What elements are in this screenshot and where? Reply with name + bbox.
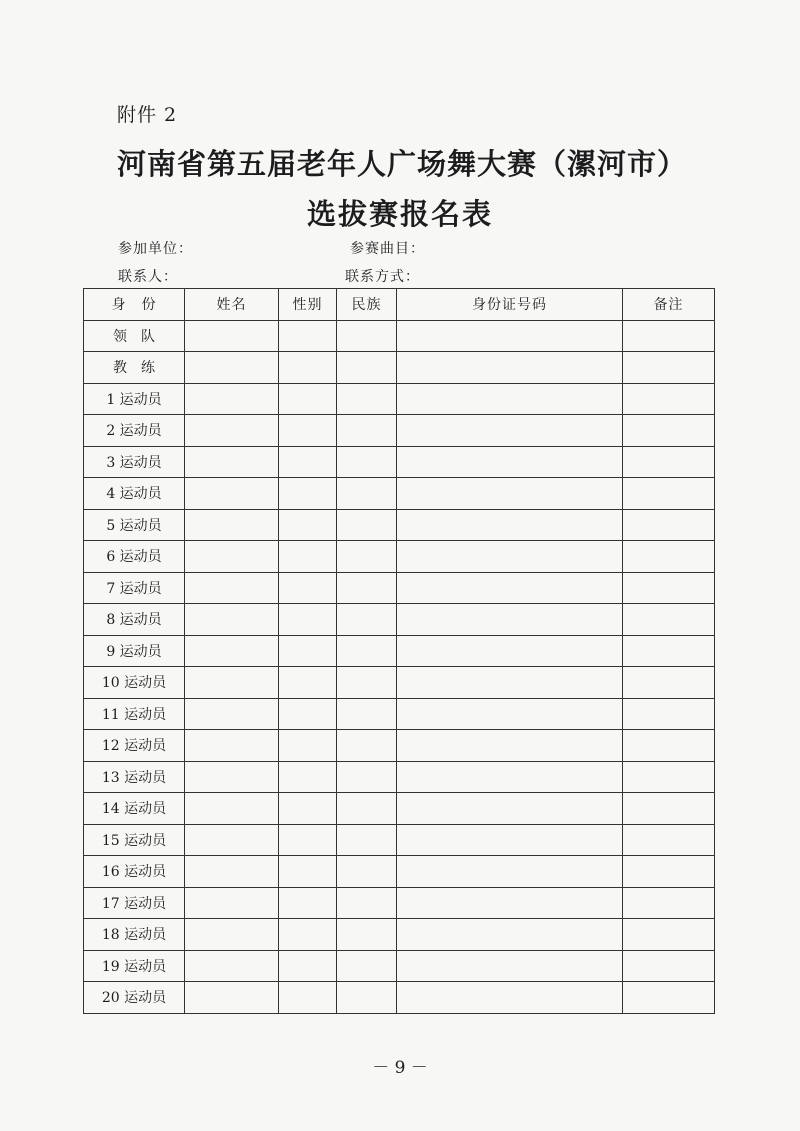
cell-ethnicity[interactable] [337,604,397,636]
cell-name[interactable] [185,541,279,573]
table-row [84,572,715,604]
table-row [84,887,715,919]
cell-remarks[interactable] [623,919,715,951]
cell-gender[interactable] [279,415,337,447]
cell-name[interactable] [185,824,279,856]
cell-remarks[interactable] [623,509,715,541]
cell-ethnicity[interactable] [337,982,397,1014]
row-identity-label: 6 运动员 [84,541,185,573]
table-row [84,761,715,793]
cell-ethnicity[interactable] [337,383,397,415]
row-identity-label: 3 运动员 [84,446,185,478]
cell-name[interactable] [185,415,279,447]
cell-name[interactable] [185,478,279,510]
cell-gender[interactable] [279,446,337,478]
cell-ethnicity[interactable] [337,509,397,541]
cell-remarks[interactable] [623,320,715,352]
cell-id-number[interactable] [397,509,623,541]
cell-ethnicity[interactable] [337,950,397,982]
header-remarks: 备注 [623,289,715,321]
cell-id-number[interactable] [397,919,623,951]
cell-name[interactable] [185,604,279,636]
cell-remarks[interactable] [623,383,715,415]
cell-id-number[interactable] [397,950,623,982]
cell-id-number[interactable] [397,698,623,730]
cell-id-number[interactable] [397,635,623,667]
cell-name[interactable] [185,793,279,825]
cell-id-number[interactable] [397,572,623,604]
row-identity-label: 17 运动员 [84,887,185,919]
cell-ethnicity[interactable] [337,856,397,888]
cell-gender[interactable] [279,352,337,384]
cell-remarks[interactable] [623,982,715,1014]
cell-ethnicity[interactable] [337,667,397,699]
contact-person-label: 联系人： [118,269,178,285]
cell-ethnicity[interactable] [337,824,397,856]
cell-name[interactable] [185,698,279,730]
table-row [84,446,715,478]
row-identity-label: 14 运动员 [84,793,185,825]
cell-gender[interactable] [279,383,337,415]
cell-remarks[interactable] [623,950,715,982]
table-row [84,667,715,699]
cell-gender[interactable] [279,982,337,1014]
table-row [84,478,715,510]
cell-name[interactable] [185,919,279,951]
table-header-row [84,289,715,321]
row-identity-label: 7 运动员 [84,572,185,604]
header-ethnicity: 民族 [337,289,397,321]
row-identity-label: 教 练 [84,352,185,384]
cell-gender[interactable] [279,604,337,636]
cell-ethnicity[interactable] [337,320,397,352]
table-row [84,950,715,982]
header-name: 姓名 [185,289,279,321]
cell-id-number[interactable] [397,982,623,1014]
table-row [84,509,715,541]
cell-remarks[interactable] [623,352,715,384]
table-row [84,982,715,1014]
header-identity: 身 份 [84,289,185,321]
cell-remarks[interactable] [623,415,715,447]
contact-method-label: 联系方式： [345,269,420,285]
cell-id-number[interactable] [397,446,623,478]
cell-ethnicity[interactable] [337,635,397,667]
cell-id-number[interactable] [397,478,623,510]
cell-id-number[interactable] [397,541,623,573]
cell-gender[interactable] [279,730,337,762]
cell-remarks[interactable] [623,478,715,510]
row-identity-label: 4 运动员 [84,478,185,510]
row-identity-label: 16 运动员 [84,856,185,888]
row-identity-label: 5 运动员 [84,509,185,541]
row-identity-label: 2 运动员 [84,415,185,447]
cell-gender[interactable] [279,698,337,730]
cell-name[interactable] [185,352,279,384]
cell-remarks[interactable] [623,541,715,573]
cell-gender[interactable] [279,572,337,604]
table-row [84,856,715,888]
table-row [84,730,715,762]
cell-gender[interactable] [279,478,337,510]
cell-id-number[interactable] [397,730,623,762]
cell-gender[interactable] [279,635,337,667]
cell-remarks[interactable] [623,667,715,699]
cell-remarks[interactable] [623,887,715,919]
cell-ethnicity[interactable] [337,478,397,510]
table-row [84,919,715,951]
cell-gender[interactable] [279,887,337,919]
header-gender: 性别 [279,289,337,321]
cell-id-number[interactable] [397,856,623,888]
cell-remarks[interactable] [623,604,715,636]
cell-remarks[interactable] [623,572,715,604]
row-identity-label: 18 运动员 [84,919,185,951]
cell-name[interactable] [185,446,279,478]
table-row [84,415,715,447]
cell-name[interactable] [185,950,279,982]
cell-ethnicity[interactable] [337,919,397,951]
row-identity-label: 19 运动员 [84,950,185,982]
table-row [84,793,715,825]
cell-gender[interactable] [279,667,337,699]
cell-id-number[interactable] [397,604,623,636]
registration-table [83,288,715,1014]
cell-name[interactable] [185,383,279,415]
cell-ethnicity[interactable] [337,887,397,919]
row-identity-label: 20 运动员 [84,982,185,1014]
row-identity-label: 11 运动员 [84,698,185,730]
table-row [84,541,715,573]
row-identity-label: 10 运动员 [84,667,185,699]
cell-remarks[interactable] [623,635,715,667]
cell-ethnicity[interactable] [337,541,397,573]
table-row [84,635,715,667]
cell-gender[interactable] [279,950,337,982]
cell-id-number[interactable] [397,415,623,447]
cell-remarks[interactable] [623,446,715,478]
cell-remarks[interactable] [623,761,715,793]
cell-remarks[interactable] [623,856,715,888]
cell-id-number[interactable] [397,887,623,919]
cell-ethnicity[interactable] [337,446,397,478]
form-subtitle: 选拔赛报名表 [306,197,493,231]
table-row [84,383,715,415]
cell-name[interactable] [185,320,279,352]
row-identity-label: 9 运动员 [84,635,185,667]
cell-id-number[interactable] [397,793,623,825]
cell-ethnicity[interactable] [337,572,397,604]
row-identity-label: 领 队 [84,320,185,352]
row-identity-label: 12 运动员 [84,730,185,762]
table-row [84,824,715,856]
cell-name[interactable] [185,572,279,604]
cell-name[interactable] [185,761,279,793]
cell-name[interactable] [185,730,279,762]
form-title: 河南省第五届老年人广场舞大赛（漯河市） [116,147,687,181]
participating-unit-label: 参加单位： [118,241,193,257]
cell-name[interactable] [185,982,279,1014]
cell-gender[interactable] [279,761,337,793]
row-identity-label: 13 运动员 [84,761,185,793]
cell-name[interactable] [185,509,279,541]
table-row [84,604,715,636]
row-identity-label: 8 运动员 [84,604,185,636]
cell-ethnicity[interactable] [337,761,397,793]
row-identity-label: 1 运动员 [84,383,185,415]
cell-ethnicity[interactable] [337,352,397,384]
cell-id-number[interactable] [397,320,623,352]
cell-name[interactable] [185,635,279,667]
cell-name[interactable] [185,667,279,699]
cell-gender[interactable] [279,793,337,825]
cell-id-number[interactable] [397,383,623,415]
page-number: － 9 － [372,1058,428,1078]
cell-name[interactable] [185,856,279,888]
attachment-label: 附件 2 [117,104,178,126]
table-row [84,698,715,730]
competition-song-label: 参赛曲目： [350,241,425,257]
cell-ethnicity[interactable] [337,730,397,762]
cell-remarks[interactable] [623,824,715,856]
cell-gender[interactable] [279,856,337,888]
cell-id-number[interactable] [397,761,623,793]
cell-gender[interactable] [279,824,337,856]
cell-gender[interactable] [279,509,337,541]
cell-remarks[interactable] [623,730,715,762]
cell-name[interactable] [185,887,279,919]
cell-id-number[interactable] [397,667,623,699]
table-row [84,352,715,384]
cell-ethnicity[interactable] [337,793,397,825]
cell-remarks[interactable] [623,698,715,730]
cell-remarks[interactable] [623,793,715,825]
cell-ethnicity[interactable] [337,415,397,447]
cell-gender[interactable] [279,919,337,951]
table-row [84,320,715,352]
row-identity-label: 15 运动员 [84,824,185,856]
cell-gender[interactable] [279,320,337,352]
cell-id-number[interactable] [397,824,623,856]
cell-ethnicity[interactable] [337,698,397,730]
header-id-number: 身份证号码 [397,289,623,321]
cell-gender[interactable] [279,541,337,573]
cell-id-number[interactable] [397,352,623,384]
